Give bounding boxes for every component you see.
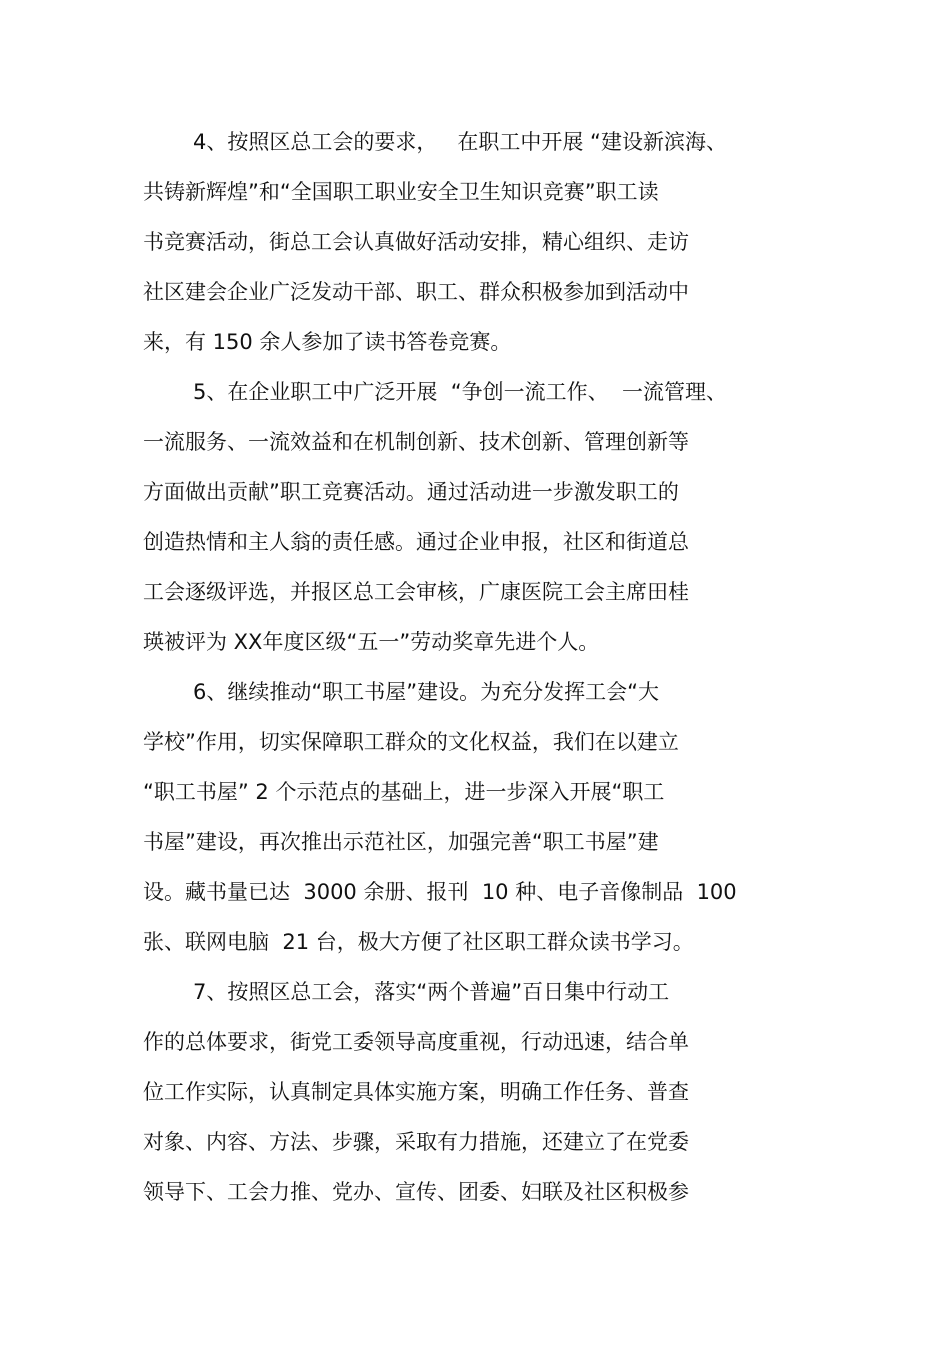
text-line: 张、联网电脑 21 台，极大方便了社区职工群众读书学习。: [143, 930, 694, 954]
text-line: 7、按照区总工会，落实“两个普遍”百日集中行动工: [193, 980, 670, 1004]
text-line: 5、在企业职工中广泛开展 “争创一流工作、 一流管理、: [193, 380, 727, 404]
text-line: 设。藏书量已达 3000 余册、报刊 10 种、电子音像制品 100: [143, 880, 737, 904]
text-line: 方面做出贡献”职工竞赛活动。通过活动进一步激发职工的: [143, 480, 679, 504]
text-line: 书竞赛活动，街总工会认真做好活动安排，精心组织、走访: [143, 230, 689, 254]
text-line: 共铸新辉煌”和“全国职工职业安全卫生知识竞赛”职工读: [143, 180, 659, 204]
text-line: 一流服务、一流效益和在机制创新、技术创新、管理创新等: [143, 430, 689, 454]
text-line: 瑛被评为 XX年度区级“五一”劳动奖章先进个人。: [143, 630, 600, 654]
text-line: 位工作实际，认真制定具体实施方案，明确工作任务、普查: [143, 1080, 689, 1104]
text-line: 学校”作用，切实保障职工群众的文化权益，我们在以建立: [143, 730, 679, 754]
text-line: 4、按照区总工会的要求， 在职工中开展 “建设新滨海、: [193, 130, 727, 154]
text-line: 工会逐级评选，并报区总工会审核，广康医院工会主席田桂: [143, 580, 689, 604]
text-line: 社区建会企业广泛发动干部、职工、群众积极参加到活动中: [143, 280, 689, 304]
text-line: 书屋”建设，再次推出示范社区，加强完善“职工书屋”建: [143, 830, 659, 854]
text-line: 领导下、工会力推、党办、宣传、团委、妇联及社区积极参: [143, 1180, 689, 1204]
text-line: 来，有 150 余人参加了读书答卷竞赛。: [143, 330, 512, 354]
text-line: 创造热情和主人翁的责任感。通过企业申报，社区和街道总: [143, 530, 689, 554]
text-line: 6、继续推动“职工书屋”建设。为充分发挥工会“大: [193, 680, 659, 704]
text-line: 对象、内容、方法、步骤，采取有力措施，还建立了在党委: [143, 1130, 689, 1154]
text-line: 作的总体要求，街党工委领导高度重视，行动迅速，结合单: [143, 1030, 689, 1054]
text-line: “职工书屋” 2 个示范点的基础上，进一步深入开展“职工: [143, 780, 665, 804]
